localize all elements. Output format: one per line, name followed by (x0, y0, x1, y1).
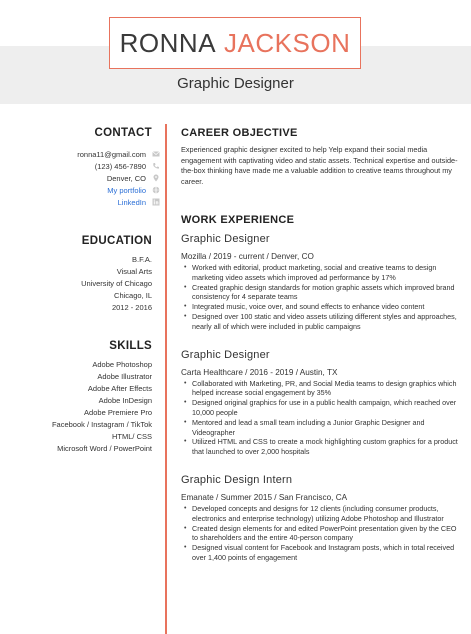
left-column (0, 124, 160, 455)
skill-item: Microsoft Word / PowerPoint (57, 444, 152, 453)
name-last: JACKSON (224, 27, 351, 58)
linkedin-icon (151, 198, 160, 206)
job-title: Graphic Designer (177, 75, 294, 92)
contact-linkedin[interactable] (0, 196, 160, 208)
skill-item: Facebook / Instagram / TikTok (51, 420, 152, 429)
location-icon (151, 174, 160, 182)
bullet-item: • Designed visual content for Facebook and Instagram posts, which in total received over 1,400 points of engagement (181, 543, 461, 563)
degree: B.F.A. (131, 255, 152, 264)
school: University of Chicago (81, 279, 152, 288)
skill-item: Adobe Premiere Pro (84, 408, 152, 417)
skill-item: Adobe Photoshop (92, 360, 152, 369)
job-meta: Emanate / Summer 2015 / San Francisco, CA (181, 492, 348, 502)
bullet-item: • Mentored and lead a small team including a Junior Graphic Designer and Videographer (181, 418, 461, 438)
contact-phone (0, 160, 160, 172)
bullet-item: • Created graphic design standards for motion graphic assets which improved brand consistency for 4 separate teams (181, 283, 461, 303)
skills-heading: SKILLS (109, 340, 152, 352)
bullet-item: • Created design elements for and edited PowerPoint presentation given by the CEO to shareholders and the entire 40-person company (181, 524, 461, 544)
skill-item: Adobe After Effects (87, 384, 152, 393)
phone-icon (151, 162, 160, 170)
job-entry (181, 474, 461, 563)
education-dates: 2012 - 2016 (111, 303, 152, 312)
email-text: ronna11@gmail.com (77, 149, 146, 159)
right-column (181, 124, 461, 563)
name-first: RONNA (119, 27, 217, 58)
job-bullets (181, 379, 461, 457)
bullet-item: • Designed original graphics for use in a public health campaign, which reached over 10,000 people (181, 398, 461, 418)
contact-portfolio[interactable] (0, 184, 160, 196)
name-box (109, 17, 361, 69)
education-block (0, 254, 160, 314)
job-title: Graphic Designer (181, 233, 270, 245)
column-divider (165, 124, 167, 634)
skill-item: Adobe Illustrator (97, 372, 152, 381)
bullet-item: • Collaborated with Marketing, PR, and Social Media teams to design graphics which helped increase social engagement by 35% (181, 379, 461, 399)
bullet-item: • Developed concepts and designs for 12 clients (including consumer products, electronics and enterprise technology) utilizing Adobe Photoshop and Illustrator (181, 504, 461, 524)
job-meta: Carta Healthcare / 2016 - 2019 / Austin, TX (181, 367, 338, 377)
contact-heading: CONTACT (94, 127, 152, 139)
skill-item: Adobe InDesign (98, 396, 152, 405)
job-bullets (181, 504, 461, 563)
job-entry (181, 349, 461, 457)
email-icon (151, 150, 160, 158)
job-meta: Mozilla / 2019 - current / Denver, CO (181, 252, 314, 261)
job-bullets (181, 263, 461, 332)
objective-heading: CAREER OBJECTIVE (181, 127, 298, 139)
contact-email (0, 148, 160, 160)
job-title: Graphic Design Intern (181, 473, 293, 486)
skills-list (0, 359, 160, 455)
location-text: Denver, CO (106, 173, 146, 183)
education-heading: EDUCATION (81, 235, 152, 247)
school-location: Chicago, IL (114, 291, 152, 300)
skill-item: HTML/ CSS (111, 432, 152, 441)
objective-text: Experienced graphic designer excited to help Yelp expand their social media engagement with captivating video and static assets. Technical expertise and outside-the-box thinking have made me a valuable addition to creative teams throughout my career. (181, 145, 458, 186)
job-entry (181, 233, 461, 332)
contact-location (0, 172, 160, 184)
phone-text: (123) 456-7890 (94, 161, 146, 171)
portfolio-link[interactable]: My portfolio (107, 185, 146, 195)
job-title: Graphic Designer (181, 348, 270, 361)
bullet-item: • Utilized HTML and CSS to create a mock highlighting custom graphics for a product that launched to over 2,000 hospitals (181, 437, 461, 457)
major: Visual Arts (116, 267, 152, 276)
globe-icon (151, 186, 160, 194)
bullet-item: • Integrated music, voice over, and sound effects to enhance video content (181, 302, 461, 312)
bullet-item: • Worked with editorial, product marketing, social and creative teams to design marketing video assets which improved ad performance by 17% (181, 263, 461, 283)
experience-heading: WORK EXPERIENCE (181, 214, 295, 226)
bullet-item: • Designed over 100 static and video assets utilizing different styles and approaches, nearly all of which were included in public campaigns (181, 312, 461, 332)
linkedin-link[interactable]: LinkedIn (117, 197, 146, 207)
